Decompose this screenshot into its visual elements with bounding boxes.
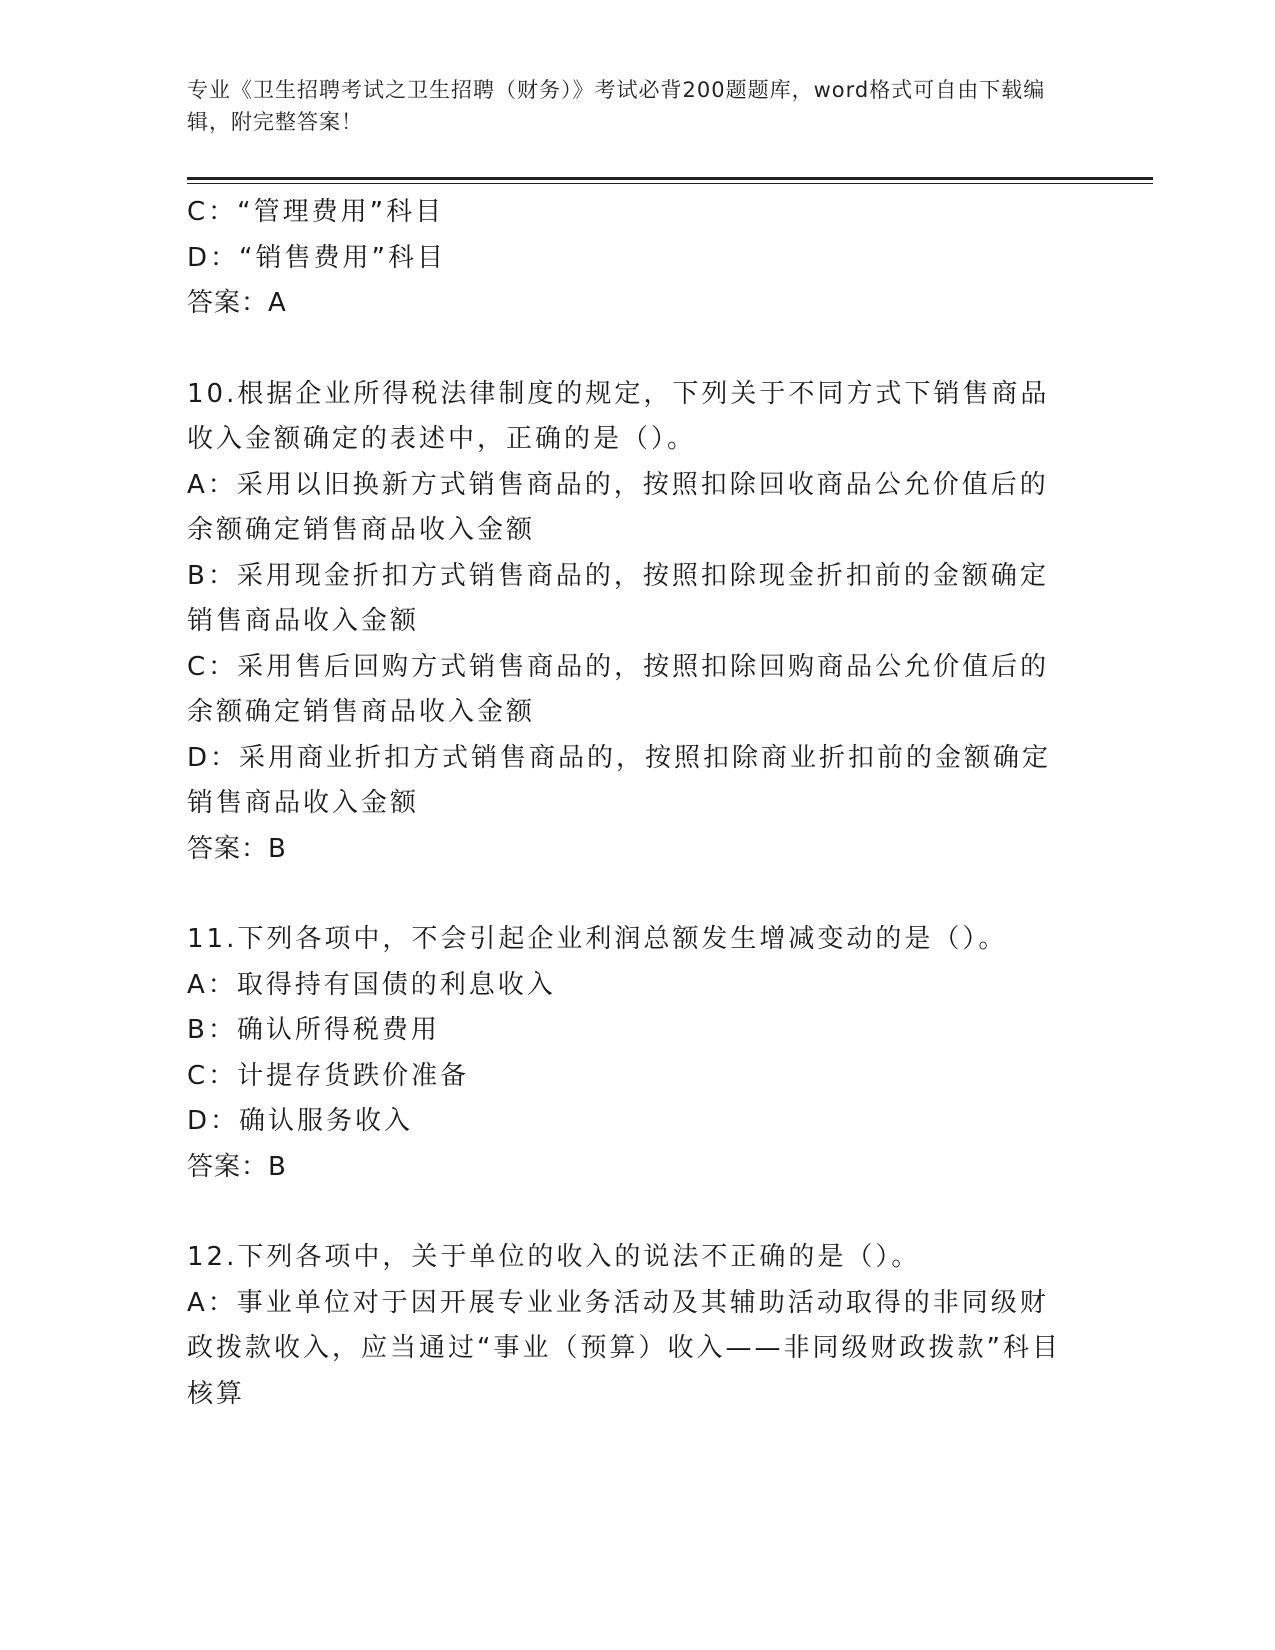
option-line: C：“管理费用”科目: [187, 197, 445, 227]
answer-line: 答案：A: [187, 288, 287, 318]
header-rule-thick: [187, 177, 1153, 180]
option-line: B：确认所得税费用: [187, 1015, 440, 1045]
header-title: 专业《卫生招聘考试之卫生招聘（财务）》考试必背200题题库，word格式可自由下载编辑，附完整答案！: [187, 78, 1046, 134]
answer-line: 答案：B: [187, 833, 287, 864]
question-11: [187, 917, 1077, 1190]
option-line: A：采用以旧换新方式销售商品的，按照扣除回收商品公允价值后的余额确定销售商品收入金额: [187, 469, 1049, 545]
option-line: A：取得持有国债的利息收入: [187, 969, 556, 1000]
spacer: [187, 872, 1077, 917]
continuation-block: [187, 190, 1077, 327]
question-stem: 11.下列各项中，不会引起企业利润总额发生增减变动的是（）。: [187, 924, 1008, 954]
document-body: [187, 190, 1077, 1417]
document-header: [187, 74, 1067, 138]
question-12: [187, 1235, 1077, 1417]
spacer: [187, 327, 1077, 372]
option-line: D：“销售费用”科目: [187, 242, 446, 273]
spacer: [187, 1190, 1077, 1235]
question-stem: 10.根据企业所得税法律制度的规定，下列关于不同方式下销售商品收入金额确定的表述中，正确的是（）。: [187, 378, 1050, 454]
answer-line: 答案：B: [187, 1151, 287, 1182]
option-line: C：计提存货跌价准备: [187, 1060, 470, 1091]
header-rule-thin: [187, 183, 1153, 184]
option-line: B：采用现金折扣方式销售商品的，按照扣除现金折扣前的金额确定销售商品收入金额: [187, 560, 1049, 636]
question-stem: 12.下列各项中，关于单位的收入的说法不正确的是（）。: [187, 1242, 921, 1272]
option-line: D：采用商业折扣方式销售商品的，按照扣除商业折扣前的金额确定销售商品收入金额: [187, 742, 1052, 818]
option-line: D：确认服务收入: [187, 1106, 414, 1136]
option-line: A：事业单位对于因开展专业业务活动及其辅助活动取得的非同级财政拨款收入，应当通过“事业（预算）收入——非同级财政拨款”科目核算: [187, 1287, 1061, 1409]
question-10: [187, 372, 1077, 873]
option-line: C：采用售后回购方式销售商品的，按照扣除回购商品公允价值后的余额确定销售商品收入金额: [187, 651, 1050, 727]
